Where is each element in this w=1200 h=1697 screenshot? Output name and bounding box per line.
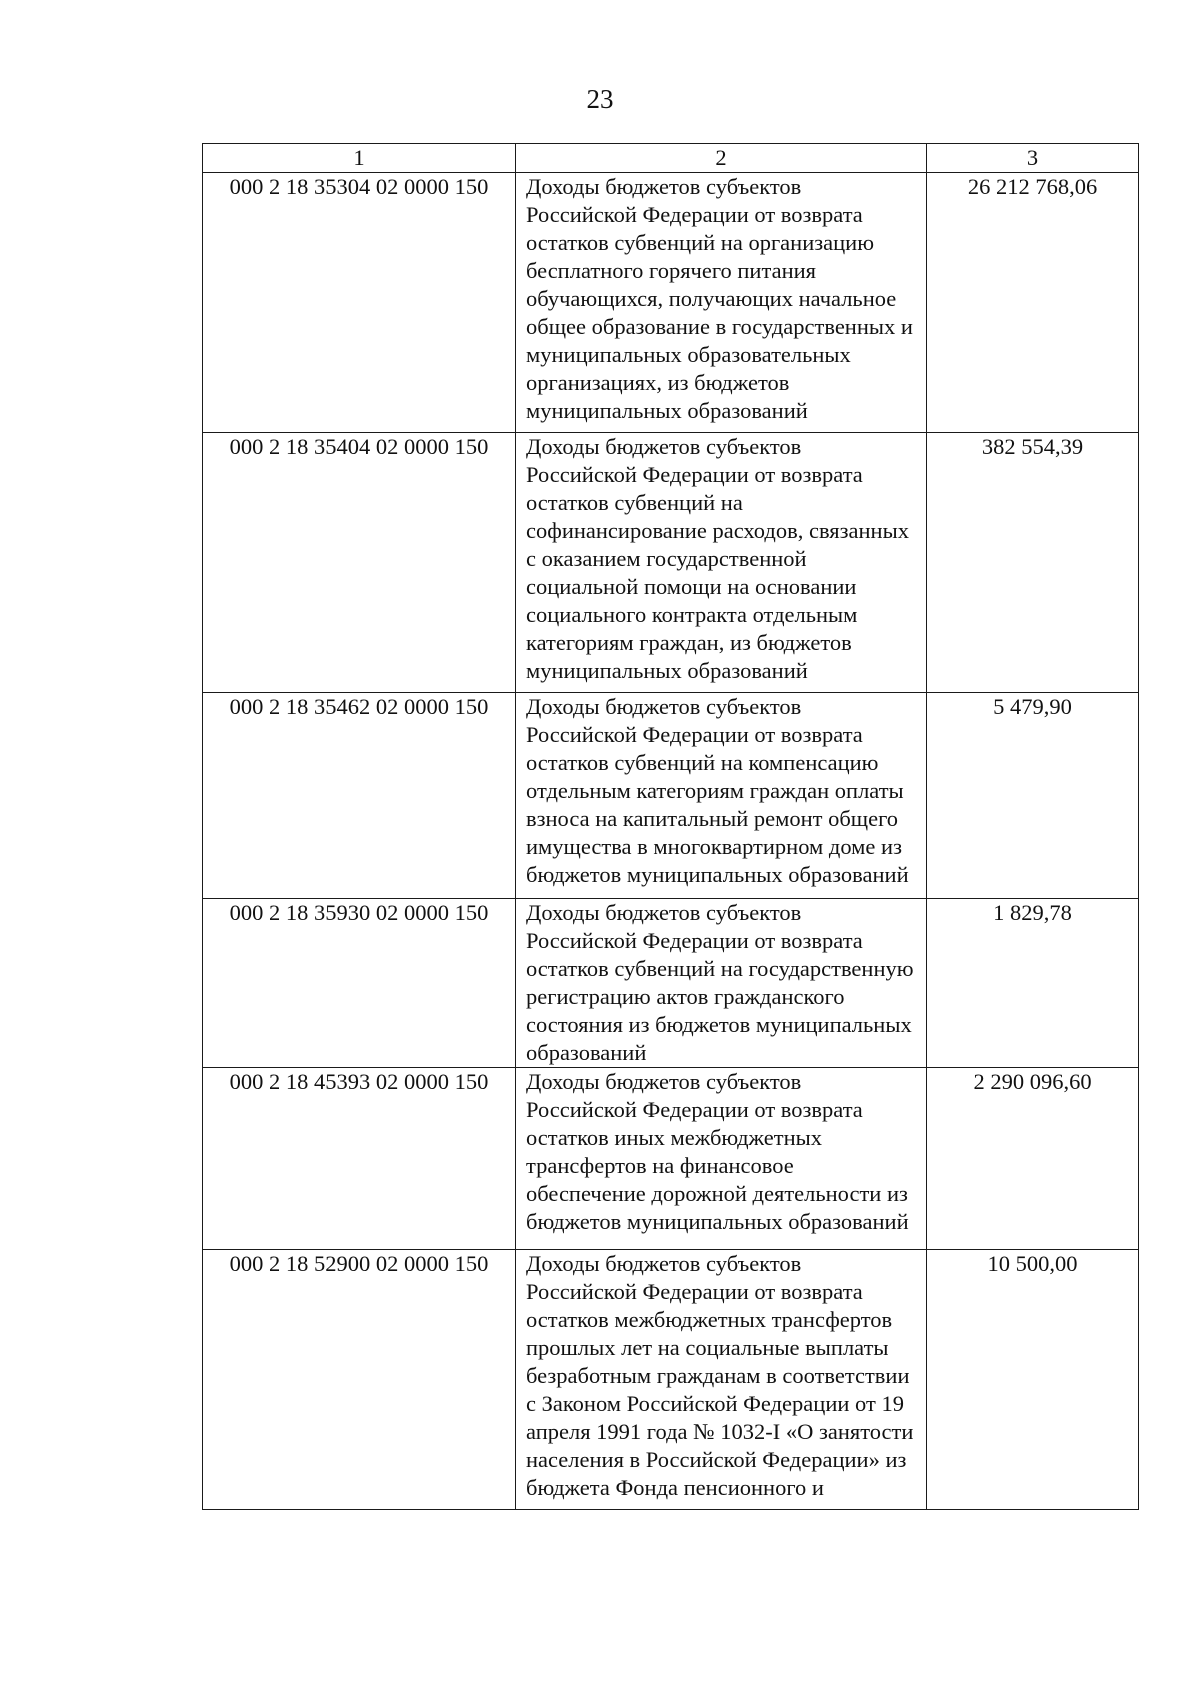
- column-header-2: 2: [516, 144, 927, 173]
- table-row: [203, 899, 1139, 1068]
- amount: 26 212 768,06: [927, 173, 1139, 433]
- revenue-description: Доходы бюджетов субъектов Российской Федерации от возврата остатков субвенций на компенсацию отдельным категориям граждан оплаты взноса на капитальный ремонт общего имущества в многоквартирном доме из бюджетов муниципальных образований: [516, 693, 927, 899]
- budget-code: 000 2 18 35404 02 0000 150: [203, 433, 516, 693]
- revenue-table: [202, 143, 1139, 1510]
- revenue-description: Доходы бюджетов субъектов Российской Федерации от возврата остатков межбюджетных трансфертов прошлых лет на социальные выплаты безработным гражданам в соответствии с Законом Российской Федерации от 19 апреля 1991 года № 1032-I «О занятости населения в Российской Федерации» из бюджета Фонда пенсионного и: [516, 1250, 927, 1510]
- budget-code: 000 2 18 35462 02 0000 150: [203, 693, 516, 899]
- page-number: 23: [586, 84, 614, 114]
- revenue-description: Доходы бюджетов субъектов Российской Федерации от возврата остатков иных межбюджетных трансфертов на финансовое обеспечение дорожной деятельности из бюджетов муниципальных образований: [516, 1068, 927, 1250]
- amount: 382 554,39: [927, 433, 1139, 693]
- amount: 5 479,90: [927, 693, 1139, 899]
- revenue-description: Доходы бюджетов субъектов Российской Федерации от возврата остатков субвенций на организацию бесплатного горячего питания обучающихся, получающих начальное общее образование в государственных и муниципальных образовательных организациях, из бюджетов муниципальных образований: [516, 173, 927, 433]
- table-row: [203, 1068, 1139, 1250]
- amount: 1 829,78: [927, 899, 1139, 1068]
- table-row: [203, 433, 1139, 693]
- budget-code: 000 2 18 35930 02 0000 150: [203, 899, 516, 1068]
- revenue-description: Доходы бюджетов субъектов Российской Федерации от возврата остатков субвенций на софинансирование расходов, связанных с оказанием государственной социальной помощи на основании социального контракта отдельным категориям граждан, из бюджетов муниципальных образований: [516, 433, 927, 693]
- revenue-description: Доходы бюджетов субъектов Российской Федерации от возврата остатков субвенций на государственную регистрацию актов гражданского состояния из бюджетов муниципальных образований: [516, 899, 927, 1068]
- table-row: [203, 1250, 1139, 1510]
- budget-code: 000 2 18 45393 02 0000 150: [203, 1068, 516, 1250]
- table-row: [203, 693, 1139, 899]
- table-row: [203, 173, 1139, 433]
- amount: 10 500,00: [927, 1250, 1139, 1510]
- budget-code: 000 2 18 35304 02 0000 150: [203, 173, 516, 433]
- table-header-row: [203, 144, 1139, 173]
- column-header-1: 1: [203, 144, 516, 173]
- amount: 2 290 096,60: [927, 1068, 1139, 1250]
- column-header-3: 3: [927, 144, 1139, 173]
- budget-code: 000 2 18 52900 02 0000 150: [203, 1250, 516, 1510]
